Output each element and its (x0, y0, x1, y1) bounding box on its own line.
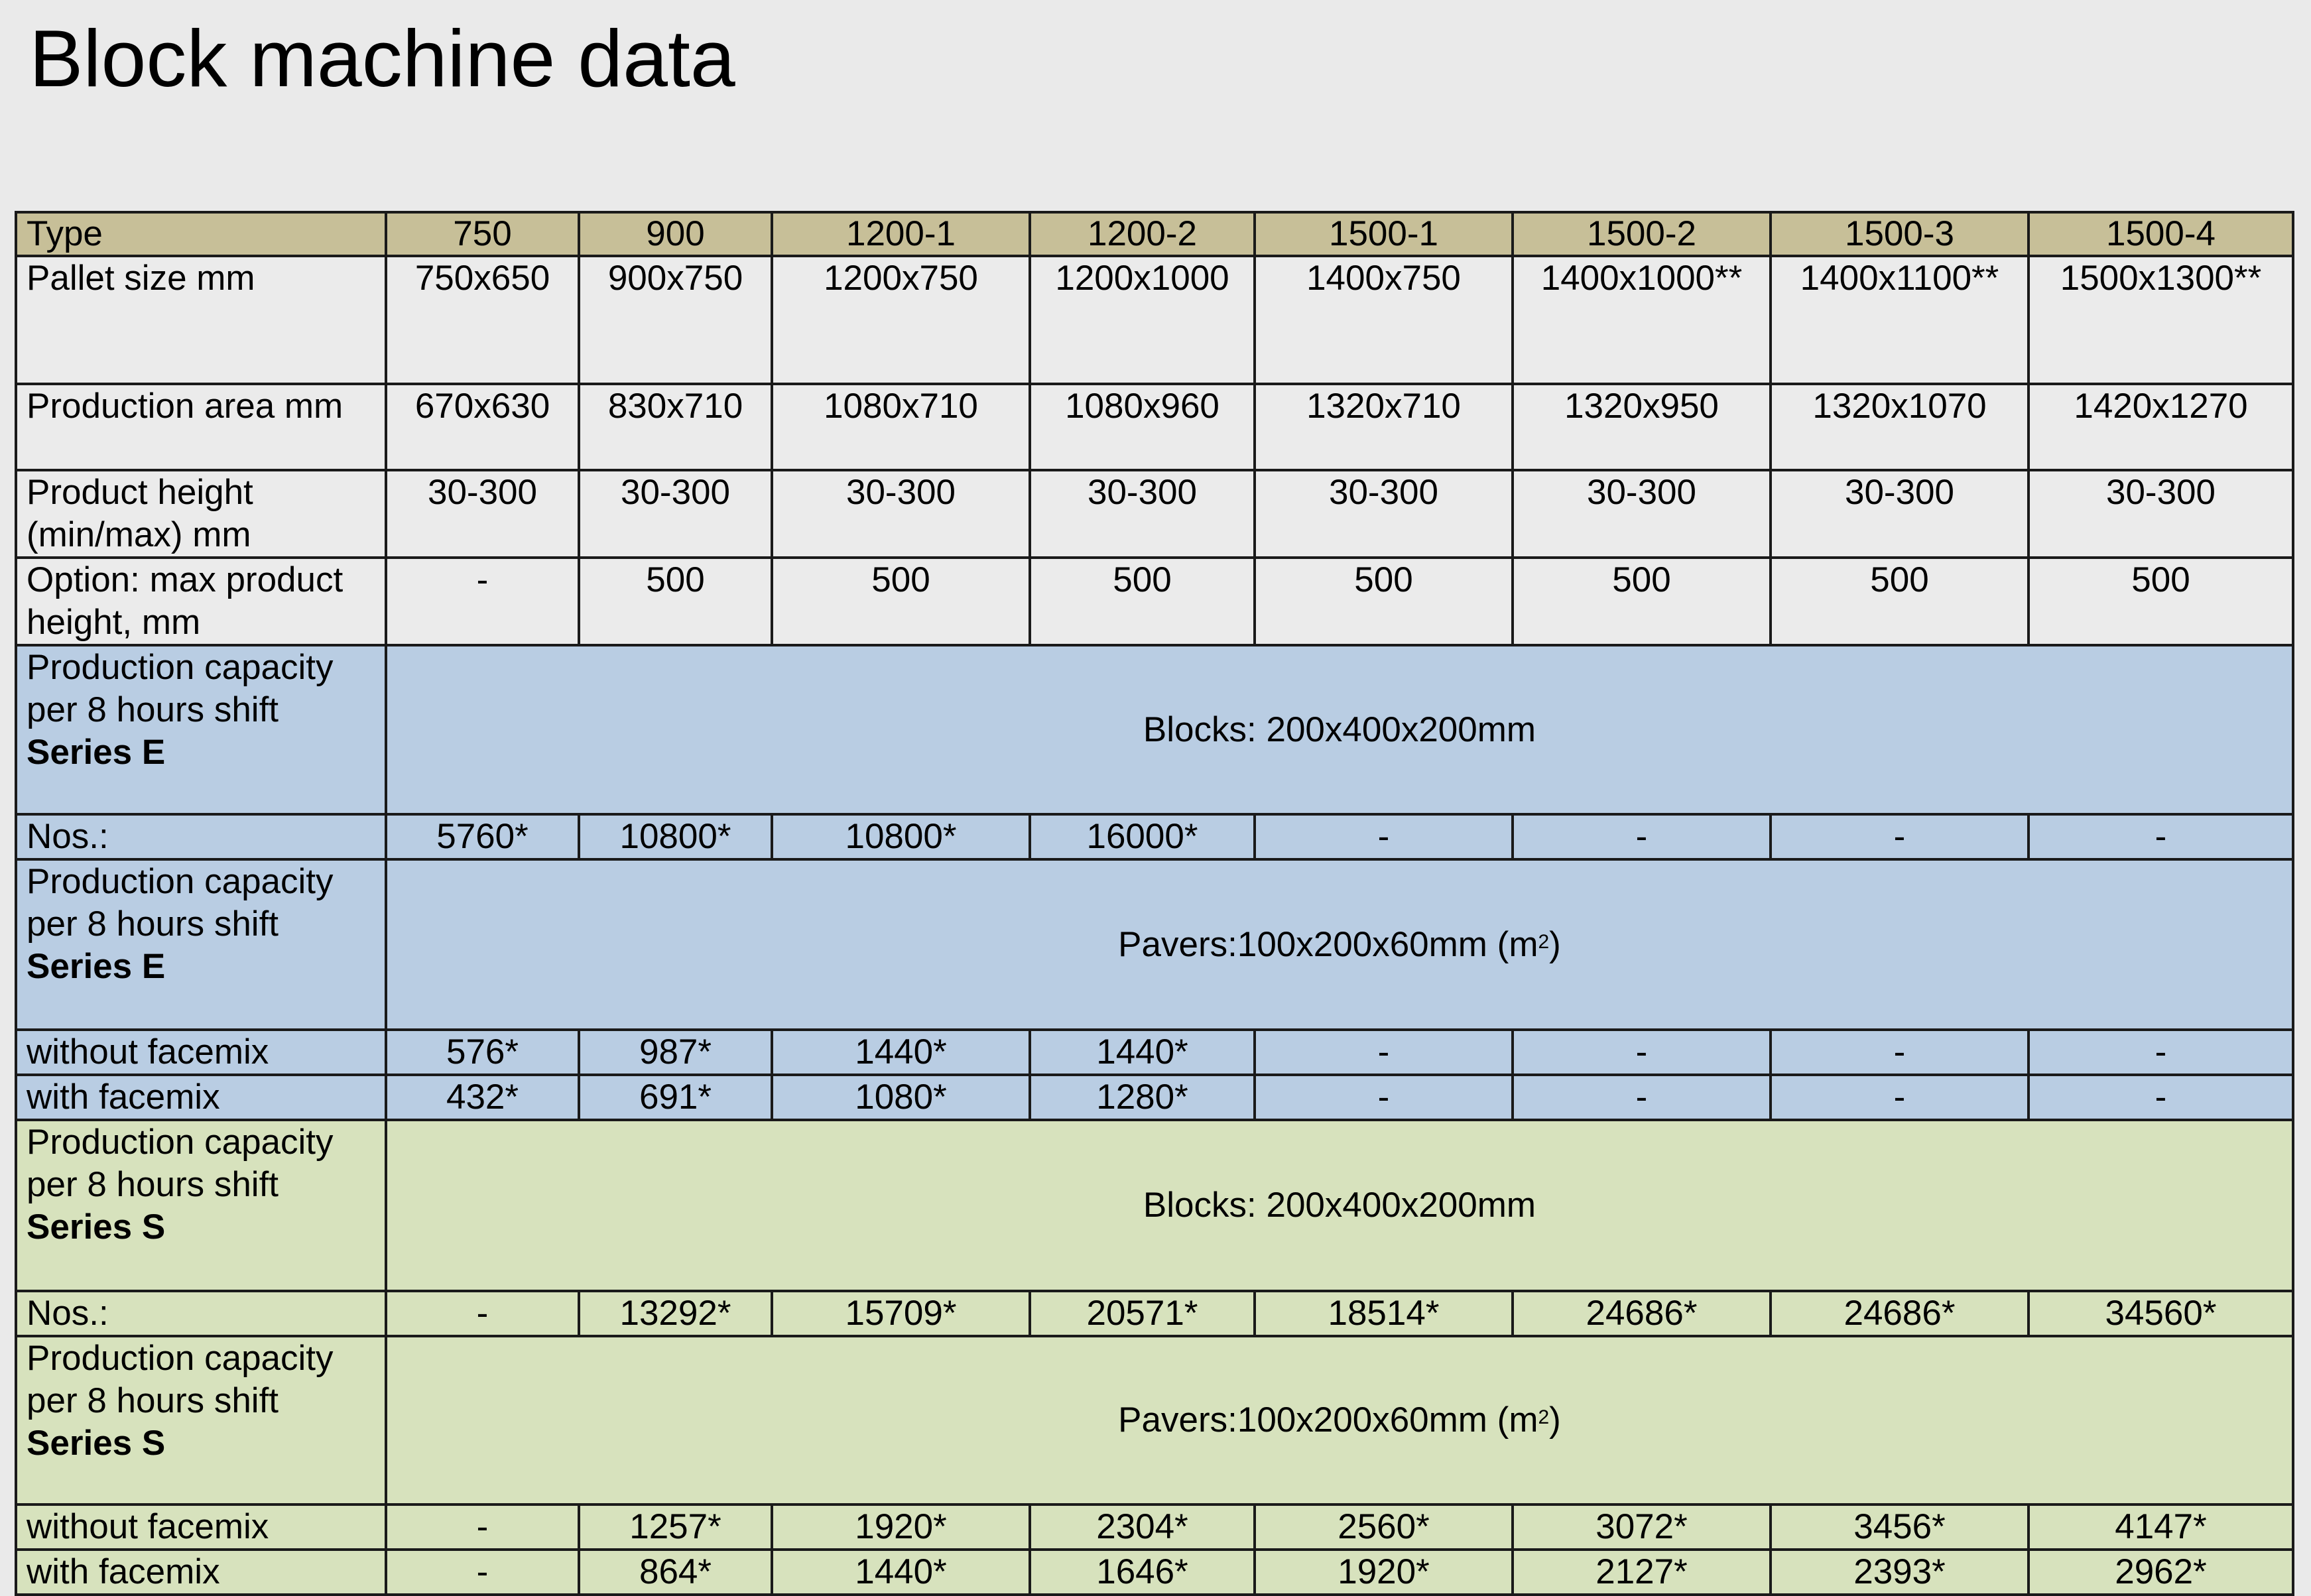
product-height-row (16, 470, 2293, 558)
table-cell: 2304* (1030, 1504, 1255, 1550)
table-cell: 500 (772, 558, 1030, 645)
table-cell: - (1513, 814, 1771, 859)
row-label-line: per 8 hours shift (27, 1381, 279, 1420)
table-cell: 16000* (1030, 814, 1255, 859)
type-1500-4: 1500-4 (2029, 212, 2293, 256)
table-cell: 1646* (1030, 1550, 1255, 1595)
table-cell: 1280* (1030, 1075, 1255, 1120)
table-cell: - (2029, 814, 2293, 859)
table-cell: - (386, 1550, 579, 1595)
table-cell: 1440* (772, 1030, 1030, 1075)
table-cell: - (1255, 1075, 1513, 1120)
merged-product-cell: Blocks: 200x400x200mm (386, 645, 2293, 814)
row-label: with facemix (16, 1550, 386, 1595)
table-cell: 10800* (579, 814, 772, 859)
series-e-with-facemix-row (16, 1075, 2293, 1120)
page-title: Block machine data (29, 13, 735, 103)
table-cell: 1320x710 (1255, 384, 1513, 470)
table-cell: 30-300 (579, 470, 772, 558)
table-cell: 670x630 (386, 384, 579, 470)
row-label (16, 1120, 386, 1291)
table-cell: 691* (579, 1075, 772, 1120)
block-machine-data-table (15, 211, 2294, 1596)
table-cell: 3072* (1513, 1504, 1771, 1550)
table-cell: 1440* (1030, 1030, 1255, 1075)
merged-text-end: ) (1549, 1400, 1561, 1440)
table-cell: 30-300 (772, 470, 1030, 558)
series-e-without-facemix-row (16, 1030, 2293, 1075)
merged-text: Pavers:100x200x60mm (m (1118, 1400, 1538, 1440)
table-cell: 2962* (2029, 1550, 2293, 1595)
type-1500-2: 1500-2 (1513, 212, 1771, 256)
row-label-line: Option: max product (27, 560, 344, 599)
table-cell: - (1255, 1030, 1513, 1075)
merged-product-cell (386, 1336, 2293, 1504)
table-cell: 1500x1300** (2029, 256, 2293, 384)
table-cell: - (1771, 1075, 2029, 1120)
row-label-line: Production capacity (27, 1339, 334, 1378)
unit-superscript: 2 (1538, 1406, 1550, 1428)
row-label (16, 470, 386, 558)
table-cell: 2560* (1255, 1504, 1513, 1550)
series-e-blocks-row (16, 645, 2293, 814)
row-label: Nos.: (16, 814, 386, 859)
table-cell: 18514* (1255, 1291, 1513, 1336)
table-cell: - (1771, 814, 2029, 859)
type-900: 900 (579, 212, 772, 256)
table-cell: 1420x1270 (2029, 384, 2293, 470)
merged-product-cell (386, 859, 2293, 1030)
table-cell: 30-300 (2029, 470, 2293, 558)
unit-superscript: 2 (1538, 930, 1550, 953)
merged-text: Pavers:100x200x60mm (m (1118, 924, 1538, 964)
type-1200-2: 1200-2 (1030, 212, 1255, 256)
table-cell: 30-300 (1255, 470, 1513, 558)
series-e-nos-row (16, 814, 2293, 859)
table-cell: - (1513, 1030, 1771, 1075)
table-cell: 1257* (579, 1504, 772, 1550)
table-cell: 1400x1100** (1771, 256, 2029, 384)
row-label-line: per 8 hours shift (27, 690, 279, 729)
table-cell: 1200x1000 (1030, 256, 1255, 384)
table-cell: 30-300 (1030, 470, 1255, 558)
type-1200-1: 1200-1 (772, 212, 1030, 256)
row-label: Production area mm (16, 384, 386, 470)
table-cell: 30-300 (1513, 470, 1771, 558)
table-cell: 20571* (1030, 1291, 1255, 1336)
pallet-size-row (16, 256, 2293, 384)
series-e-pavers-row (16, 859, 2293, 1030)
table-cell: 500 (1513, 558, 1771, 645)
row-label (16, 645, 386, 814)
table-cell: 1080x710 (772, 384, 1030, 470)
table-cell: 30-300 (1771, 470, 2029, 558)
table-cell: 30-300 (386, 470, 579, 558)
row-label-line: (min/max) mm (27, 515, 251, 554)
table-cell: - (2029, 1030, 2293, 1075)
table-cell: 500 (1771, 558, 2029, 645)
table-cell: - (1513, 1075, 1771, 1120)
row-label: Nos.: (16, 1291, 386, 1336)
table-cell: 1920* (772, 1504, 1030, 1550)
series-s-nos-row (16, 1291, 2293, 1336)
table-cell: 987* (579, 1030, 772, 1075)
row-label: without facemix (16, 1504, 386, 1550)
table-cell: 1440* (772, 1550, 1030, 1595)
row-label: Pallet size mm (16, 256, 386, 384)
table-cell: 3456* (1771, 1504, 2029, 1550)
table-cell: 1400x1000** (1513, 256, 1771, 384)
header-label: Type (16, 212, 386, 256)
table-cell: 10800* (772, 814, 1030, 859)
table-cell: 432* (386, 1075, 579, 1120)
row-label-line: Product height (27, 473, 253, 512)
series-s-with-facemix-row (16, 1550, 2293, 1595)
table-cell: 4147* (2029, 1504, 2293, 1550)
type-1500-3: 1500-3 (1771, 212, 2029, 256)
series-label: Series S (27, 1424, 166, 1463)
header-row (16, 212, 2293, 256)
table-cell: 900x750 (579, 256, 772, 384)
table-cell: 500 (2029, 558, 2293, 645)
series-s-without-facemix-row (16, 1504, 2293, 1550)
table-cell: 864* (579, 1550, 772, 1595)
type-750: 750 (386, 212, 579, 256)
merged-product-cell: Blocks: 200x400x200mm (386, 1120, 2293, 1291)
row-label-line: Production capacity (27, 1123, 334, 1162)
table-cell: 1320x1070 (1771, 384, 2029, 470)
table-cell: 15709* (772, 1291, 1030, 1336)
option-max-height-row (16, 558, 2293, 645)
table-cell: - (386, 558, 579, 645)
table-cell: 1400x750 (1255, 256, 1513, 384)
row-label (16, 558, 386, 645)
series-s-pavers-row (16, 1336, 2293, 1504)
row-label: without facemix (16, 1030, 386, 1075)
table-cell: - (2029, 1075, 2293, 1120)
production-area-row (16, 384, 2293, 470)
series-label: Series S (27, 1207, 166, 1247)
table-cell: 1080x960 (1030, 384, 1255, 470)
row-label-line: per 8 hours shift (27, 1165, 279, 1204)
table-cell: 500 (579, 558, 772, 645)
table-cell: 34560* (2029, 1291, 2293, 1336)
row-label: with facemix (16, 1075, 386, 1120)
series-label: Series E (27, 733, 166, 772)
row-label-line: height, mm (27, 603, 201, 642)
table-cell: 2127* (1513, 1550, 1771, 1595)
table-cell: 5760* (386, 814, 579, 859)
row-label-line: Production capacity (27, 862, 334, 901)
table-cell: 24686* (1771, 1291, 2029, 1336)
table-cell: - (1771, 1030, 2029, 1075)
table-cell: 13292* (579, 1291, 772, 1336)
table-cell: 1080* (772, 1075, 1030, 1120)
table-cell: 750x650 (386, 256, 579, 384)
table-cell: - (386, 1504, 579, 1550)
table-cell: - (386, 1291, 579, 1336)
merged-text-end: ) (1549, 924, 1561, 964)
series-s-blocks-row (16, 1120, 2293, 1291)
row-label (16, 859, 386, 1030)
table-cell: 500 (1255, 558, 1513, 645)
table-cell: 1320x950 (1513, 384, 1771, 470)
type-1500-1: 1500-1 (1255, 212, 1513, 256)
table-cell: 830x710 (579, 384, 772, 470)
series-label: Series E (27, 947, 166, 986)
row-label (16, 1336, 386, 1504)
table-cell: 2393* (1771, 1550, 2029, 1595)
table-cell: - (1255, 814, 1513, 859)
row-label-line: Production capacity (27, 648, 334, 687)
table-cell: 1200x750 (772, 256, 1030, 384)
row-label-line: per 8 hours shift (27, 904, 279, 944)
table-cell: 1920* (1255, 1550, 1513, 1595)
table-cell: 576* (386, 1030, 579, 1075)
table-cell: 24686* (1513, 1291, 1771, 1336)
table-cell: 500 (1030, 558, 1255, 645)
